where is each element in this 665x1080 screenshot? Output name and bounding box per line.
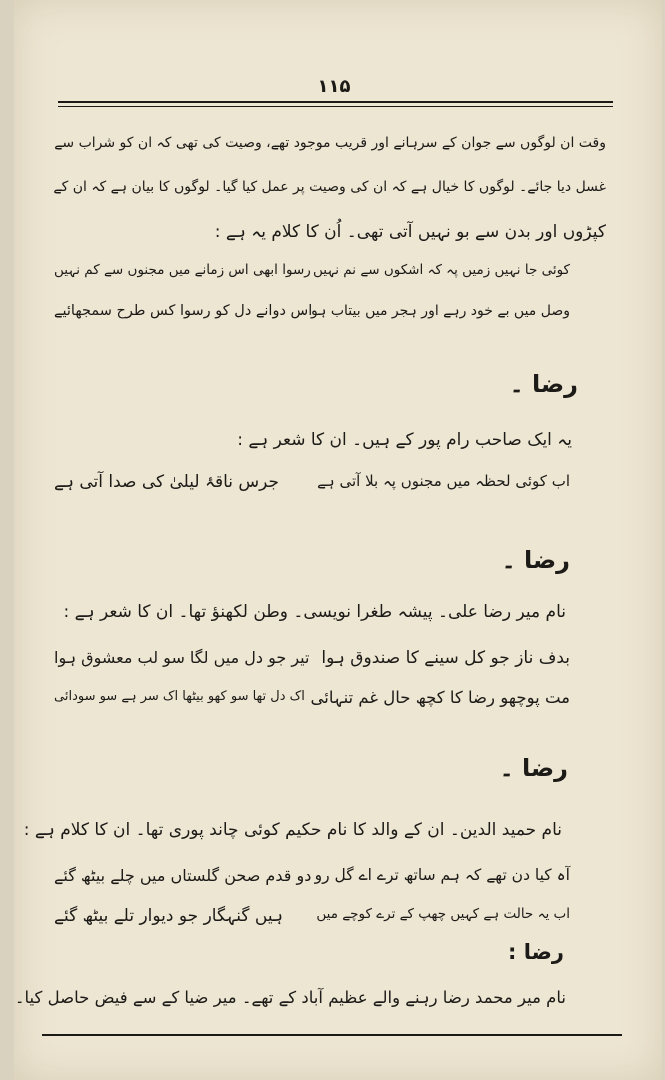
page-number: ۱۱۵ [317, 76, 351, 97]
verse-first-hemistich: وصل میں بے خود رہے اور ہجر میں بیتاب ہو [310, 303, 570, 319]
prose-line: غسل دیا جائے۔ لوگوں کا خیال ہے کہ ان کی وصیت پر عمل کیا گیا۔ لوگوں کا بیان ہے کہ ان کے [53, 179, 606, 195]
section-heading: رضا ۔ [499, 754, 568, 782]
verse-second-hemistich: تیر جو دل میں لگا سو لب معشوق ہوا [54, 648, 310, 667]
section-heading: رضا ۔ [501, 546, 570, 574]
section-heading: رضا : [508, 940, 564, 964]
verse-second-hemistich: جرس ناقۂ لیلیٰ کی صدا آتی ہے [54, 472, 280, 492]
verse-first-hemistich: اب کوئی لحظہ میں مجنوں پہ بلا آتی ہے [317, 472, 570, 490]
verse-first-hemistich: بدف ناز جو کل سینے کا صندوق ہوا [321, 648, 570, 668]
prose-line: وقت ان لوگوں سے جوان کے سرہانے اور قریب موجود تھے، وصیت کی تھی کہ ان کو شراب سے [54, 135, 606, 151]
verse-second-hemistich: اک دل تھا سو کھو بیٹھا اک سر ہے سو سودائی [54, 689, 305, 704]
verse-first-hemistich: کوئی جا نہیں زمیں پہ کہ اشکوں سے نم نہیں [312, 262, 570, 278]
book-page [14, 0, 662, 1080]
verse-second-hemistich: رسوا ابھی اس زمانے میں مجنوں سے کم نہیں [54, 262, 311, 278]
verse-second-hemistich: دو قدم صحن گلستاں میں چلے بیٹھ گئے [54, 866, 312, 885]
footer-rule [42, 1034, 622, 1036]
section-intro: نام میر رضا علی۔ پیشہ طغرا نویسی۔ وطن لکھنؤ تھا۔ ان کا شعر ہے : [63, 602, 566, 622]
verse-first-hemistich: اب یہ حالت ہے کہیں چھپ کے ترے کوچے میں [316, 906, 570, 922]
verse-second-hemistich: ہیں گنہگار جو دیوار تلے بیٹھ گئے [54, 906, 283, 926]
verse-second-hemistich: اس دوانے دل کو رسوا کس طرح سمجھائیے [54, 303, 313, 319]
section-intro: یہ ایک صاحب رام پور کے ہیں۔ ان کا شعر ہے : [237, 430, 572, 450]
verse-first-hemistich: آہ کیا دن تھے کہ ہم ساتھ ترے اے گل رو [314, 866, 570, 884]
header-rule-thin [58, 106, 613, 107]
section-intro: نام میر محمد رضا رہنے والے عظیم آباد کے تھے۔ میر ضیا کے سے فیض حاصل کیا۔ [14, 988, 566, 1007]
header-rule [58, 101, 613, 103]
section-intro: نام حمید الدین۔ ان کے والد کا نام حکیم کوئی چاند پوری تھا۔ ان کا کلام ہے : [23, 820, 562, 840]
section-heading: رضا ۔ [509, 370, 578, 398]
prose-line: کپڑوں اور بدن سے بو نہیں آتی تھی۔ اُن کا کلام یہ ہے : [214, 222, 606, 242]
verse-first-hemistich: مت پوچھو رضا کا کچھ حال غم تنہائی [310, 688, 570, 707]
